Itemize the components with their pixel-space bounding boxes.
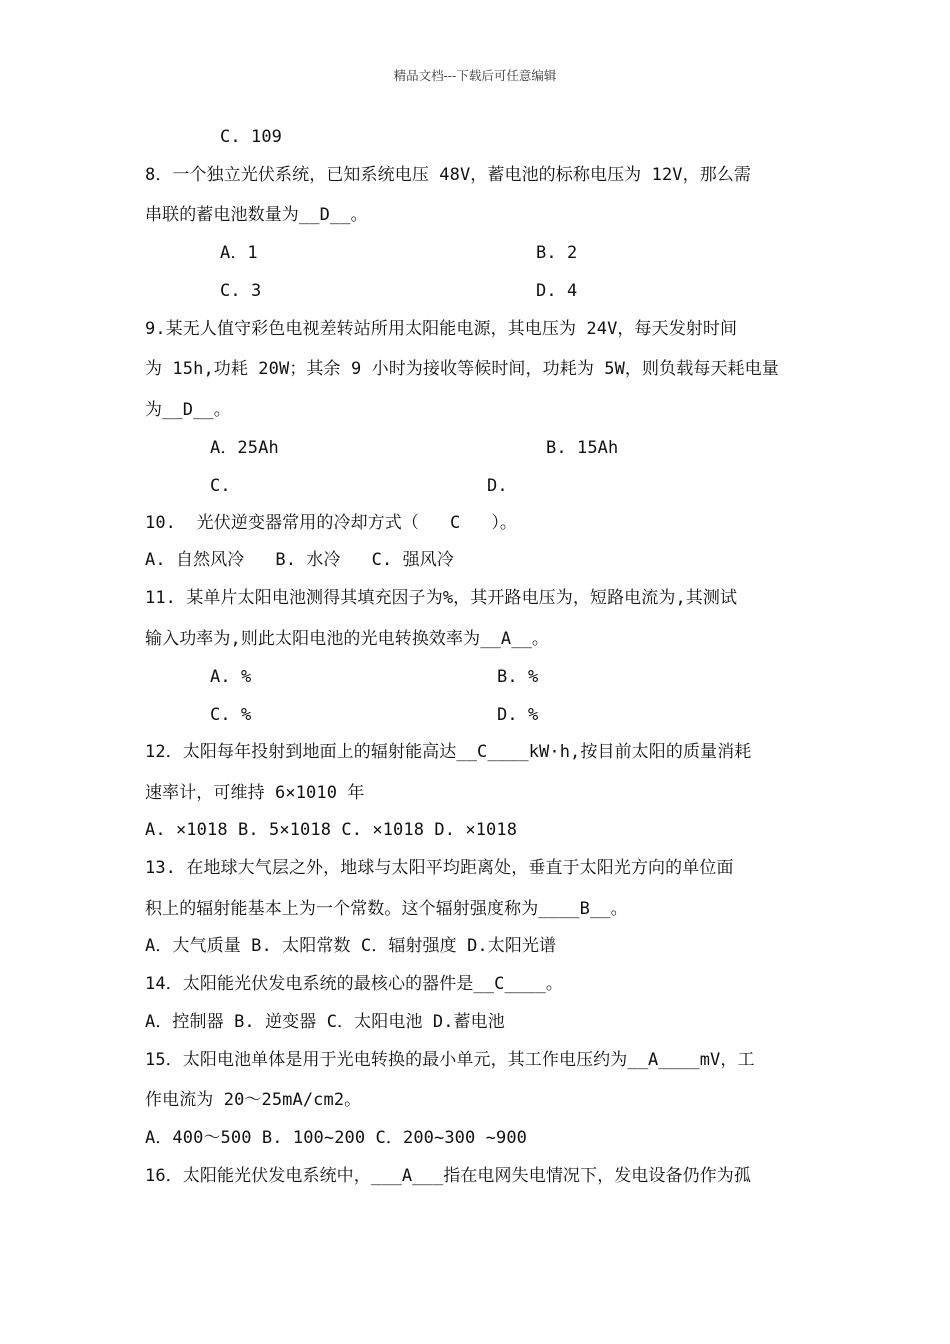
q9-text-line2: 为 15h,功耗 20W；其余 9 小时为接收等候时间，功耗为 5W，则负载每天耗电量 (145, 359, 779, 379)
q14-text: 14．太阳能光伏发电系统的最核心的器件是__C____。 (145, 974, 563, 994)
q13-text-line2: 积上的辐射能基本上为一个常数。这个辐射强度称为____B__。 (145, 899, 628, 919)
q12-options: A. ×1018 B. 5×1018 C. ×1018 D. ×1018 (145, 820, 518, 840)
q16-text-line1: 16．太阳能光伏发电系统中，___A___指在电网失电情况下，发电设备仍作为孤 (145, 1166, 752, 1186)
q9-option-a: A．25Ah (210, 438, 279, 458)
q8-option-a: A．1 (220, 243, 258, 263)
q11-option-a: A. % (210, 667, 252, 687)
q8-text-line2: 串联的蓄电池数量为__D__。 (145, 205, 368, 225)
q11-option-c: C. % (210, 705, 252, 725)
q15-options: A．400～500 B. 100~200 C．200~300 ~900 (145, 1128, 528, 1148)
q9-text-line1: 9.某无人值守彩色电视差转站所用太阳能电源，其电压为 24V，每天发射时间 (145, 319, 738, 339)
q11-text-line1: 11. 某单片太阳电池测得其填充因子为%，其开路电压为，短路电流为,其测试 (145, 588, 738, 608)
q15-text-line2: 作电流为 20～25mA/cm2。 (145, 1090, 362, 1110)
q11-option-b: B. % (497, 667, 539, 687)
q10-options: A. 自然风冷 B. 水冷 C. 强风冷 (145, 550, 454, 570)
q13-options: A．大气质量 B. 太阳常数 C．辐射强度 D.太阳光谱 (145, 936, 557, 956)
q12-text-line2: 速率计，可维持 6×1010 年 (145, 783, 365, 803)
q9-option-d: D. (487, 476, 508, 496)
q9-option-b: B. 15Ah (546, 438, 619, 458)
q9-option-c: C. (210, 476, 231, 496)
q15-text-line1: 15．太阳电池单体是用于光电转换的最小单元，其工作电压约为__A____mV，工 (145, 1050, 755, 1070)
q8-option-b: B. 2 (536, 243, 578, 263)
q8-text-line1: 8．一个独立光伏系统，已知系统电压 48V，蓄电池的标称电压为 12V，那么需 (145, 165, 752, 185)
q7-option-c: C. 109 (220, 127, 283, 147)
q8-option-c: C. 3 (220, 281, 262, 301)
q12-text-line1: 12．太阳每年投射到地面上的辐射能高达__C____kW·h,按目前太阳的质量消耗 (145, 742, 752, 762)
q11-text-line2: 输入功率为,则此太阳电池的光电转换效率为__A__。 (145, 629, 550, 649)
page-header: 精品文档---下载后可任意编辑 (393, 68, 557, 83)
q14-options: A．控制器 B. 逆变器 C．太阳电池 D.蓄电池 (145, 1012, 505, 1032)
q13-text-line1: 13. 在地球大气层之外，地球与太阳平均距离处，垂直于太阳光方向的单位面 (145, 858, 734, 878)
q11-option-d: D. % (497, 705, 539, 725)
q8-option-d: D. 4 (536, 281, 578, 301)
q9-text-line3: 为__D__。 (145, 400, 231, 420)
q10-text: 10. 光伏逆变器常用的冷却方式（ C ）。 (145, 513, 518, 533)
